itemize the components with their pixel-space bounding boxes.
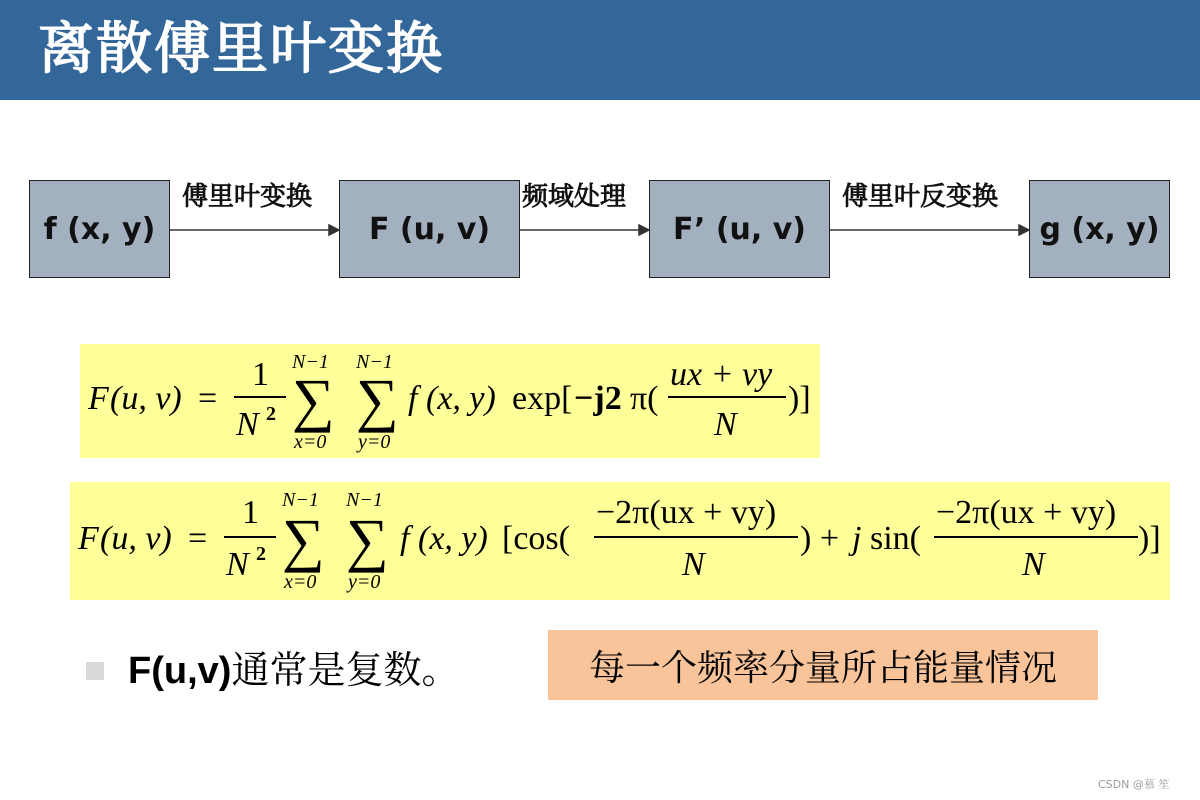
arrowhead-2 bbox=[639, 225, 649, 235]
f2-sin: sin( bbox=[870, 520, 921, 557]
f2-fraction-bar bbox=[224, 536, 276, 538]
f1-sum-x-symbol: ∑ bbox=[292, 367, 335, 433]
f1-exponent: 2 bbox=[266, 403, 276, 425]
flow-box-frequency: F (u, v) bbox=[339, 180, 520, 278]
f2-close: )] bbox=[1138, 520, 1161, 557]
formula-dft-exponential bbox=[80, 344, 820, 458]
f2-cos-numerator: −2π(ux + vy) bbox=[596, 494, 777, 531]
flow-box-spatial-input: f (x, y) bbox=[29, 180, 170, 278]
bullet-marker bbox=[86, 662, 104, 680]
f1-args: (u, v) bbox=[110, 380, 182, 417]
f2-cos-denominator: N bbox=[682, 546, 705, 583]
f2-sin-fraction-bar bbox=[934, 536, 1138, 538]
f1-fraction-bar bbox=[234, 396, 286, 398]
f2-mid: ) + bbox=[800, 520, 839, 557]
bullet-text bbox=[128, 648, 459, 693]
f2-sum-x-lower: x=0 bbox=[284, 571, 317, 593]
arrow-label-fourier-transform: 傅里叶变换 bbox=[182, 182, 313, 212]
flow-box-processed-frequency: F’ (u, v) bbox=[649, 180, 830, 278]
f1-sum-y-symbol: ∑ bbox=[356, 367, 399, 433]
f1-sum-x-lower: x=0 bbox=[294, 431, 327, 453]
f1-f: f bbox=[408, 380, 418, 417]
f2-numerator-one: 1 bbox=[242, 494, 259, 531]
arrowhead-3 bbox=[1019, 225, 1029, 235]
title-bar bbox=[0, 0, 1200, 100]
f1-fargs: (x, y) bbox=[426, 380, 496, 417]
f1-exp-fraction-bar bbox=[668, 396, 786, 398]
bullet-lead: F(u,v) bbox=[128, 650, 232, 692]
f2-cos-fraction-bar bbox=[594, 536, 798, 538]
f1-close: )] bbox=[788, 380, 811, 417]
flow-box-spatial-output: g (x, y) bbox=[1029, 180, 1170, 278]
f1-minus-j2: −j2 bbox=[574, 380, 622, 417]
f2-sin-numerator: −2π(ux + vy) bbox=[936, 494, 1117, 531]
f2-sum-y-upper: N−1 bbox=[346, 489, 383, 511]
f2-sum-x-symbol: ∑ bbox=[282, 507, 325, 573]
f2-cos: [cos( bbox=[502, 520, 570, 557]
f2-lhs: F bbox=[78, 520, 99, 557]
watermark: CSDN @慕 笙 bbox=[1098, 778, 1170, 791]
energy-note: 每一个频率分量所占能量情况 bbox=[548, 630, 1098, 700]
f1-exp: exp[ bbox=[512, 380, 573, 417]
f1-equals: = bbox=[198, 380, 218, 417]
f2-equals: = bbox=[188, 520, 208, 557]
bullet-rest: 通常是复数。 bbox=[231, 648, 460, 692]
f2-exponent: 2 bbox=[256, 543, 266, 565]
f2-f: f bbox=[400, 520, 410, 557]
f2-sum-x-upper: N−1 bbox=[282, 489, 319, 511]
f1-sum-y-lower: y=0 bbox=[358, 431, 391, 453]
f1-numerator: ux + vy bbox=[670, 356, 773, 393]
page-title: 离散傅里叶变换 bbox=[38, 17, 444, 82]
f1-numerator-one: 1 bbox=[252, 356, 269, 393]
f2-sum-y-lower: y=0 bbox=[348, 571, 381, 593]
f1-sum-y-upper: N−1 bbox=[356, 351, 393, 373]
f1-denominator: N bbox=[714, 406, 737, 443]
f1-sum-x-upper: N−1 bbox=[292, 351, 329, 373]
f2-args: (u, v) bbox=[100, 520, 172, 557]
f1-denominator-N: N bbox=[236, 406, 259, 443]
f2-fargs: (x, y) bbox=[418, 520, 488, 557]
f2-denominator-N: N bbox=[226, 546, 249, 583]
arrow-label-inverse-transform: 傅里叶反变换 bbox=[842, 182, 999, 212]
f1-lhs: F bbox=[88, 380, 109, 417]
f1-pi: π( bbox=[630, 380, 659, 417]
f2-sum-y-symbol: ∑ bbox=[346, 507, 389, 573]
arrowhead-1 bbox=[329, 225, 339, 235]
formula-dft-trigonometric bbox=[70, 482, 1170, 600]
arrow-label-frequency-processing: 频域处理 bbox=[522, 182, 627, 212]
f2-sin-denominator: N bbox=[1022, 546, 1045, 583]
f2-j: j bbox=[852, 520, 862, 557]
